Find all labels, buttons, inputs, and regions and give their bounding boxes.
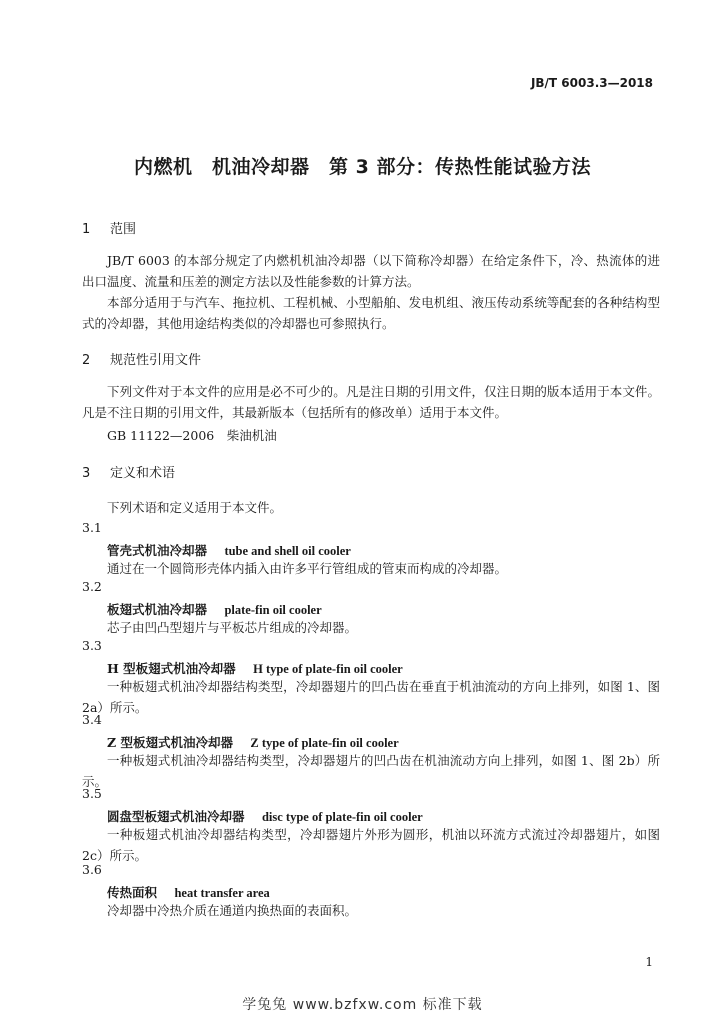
term-title (107, 541, 351, 559)
term-title (107, 807, 423, 825)
term-en: tube and shell oil cooler (224, 544, 351, 558)
term-definition: 一种板翅式机油冷却器结构类型，冷却器翅片的凹凸齿在机油流动方向上排列，如图 1、图 2b）所示。 (82, 753, 660, 789)
clause-number: 3.3 (82, 638, 102, 653)
section-2-heading (82, 349, 201, 368)
section-1-heading (82, 218, 136, 237)
term-title (107, 883, 270, 901)
clause-number: 3.6 (82, 862, 102, 877)
term-zh: 圆盘型板翅式机油冷却器 (107, 809, 245, 824)
term-zh: 板翅式机油冷却器 (107, 602, 208, 617)
term-definition: 通过在一个圆筒形壳体内插入由许多平行管组成的管束而构成的冷却器。 (107, 561, 508, 576)
section-2-paragraph-1: 下列文件对于本文件的应用是必不可少的。凡是注日期的引用文件，仅注日期的版本适用于本文件。凡是不注日期的引用文件，其最新版本（包括所有的修改单）适用于本文件。 (82, 384, 660, 420)
clause-number: 3.5 (82, 786, 102, 801)
section-title: 定义和术语 (110, 466, 176, 481)
section-number: 2 (82, 353, 91, 368)
term-definition: 冷却器中冷热介质在通道内换热面的表面积。 (107, 903, 358, 918)
section-number: 1 (82, 222, 91, 237)
term-en: disc type of plate-fin oil cooler (261, 810, 423, 824)
term-en: H type of plate-fin oil cooler (253, 662, 403, 676)
term-definition: 芯子由凹凸型翅片与平板芯片组成的冷却器。 (107, 620, 358, 635)
site-watermark: 学兔兔 www.bzfxw.com 标准下载 (242, 997, 483, 1013)
section-number: 3 (82, 466, 91, 481)
section-title: 范围 (110, 222, 137, 237)
term-definition: 一种板翅式机油冷却器结构类型，冷却器翅片的凹凸齿在垂直于机油流动的方向上排列，如图 1、图 2a）所示。 (82, 679, 660, 715)
clause-number: 3.2 (82, 579, 102, 594)
document-number: JB/T 6003.3—2018 (530, 76, 653, 90)
term-en: Z type of plate-fin oil cooler (250, 736, 399, 750)
section-1-paragraph-1: JB/T 6003 的本部分规定了内燃机机油冷却器（以下简称冷却器）在给定条件下，冷、热流体的进出口温度、流量和压差的测定方法以及性能参数的计算方法。 (82, 253, 660, 289)
clause-number: 3.1 (82, 520, 102, 535)
term-title (107, 659, 403, 677)
page-number: 1 (645, 955, 653, 969)
term-title (107, 600, 322, 618)
section-3-intro: 下列术语和定义适用于本文件。 (107, 500, 283, 515)
section-1-paragraph-2: 本部分适用于与汽车、拖拉机、工程机械、小型船舶、发电机组、液压传动系统等配套的各种结构型式的冷却器，其他用途结构类似的冷却器也可参照执行。 (82, 295, 660, 331)
term-en: plate-fin oil cooler (224, 603, 322, 617)
clause-number: 3.4 (82, 712, 102, 727)
normative-reference: GB 11122—2006 柴油机油 (107, 428, 277, 443)
term-definition: 一种板翅式机油冷却器结构类型，冷却器翅片外形为圆形，机油以环流方式流过冷却器翅片，如图 2c）所示。 (82, 827, 660, 863)
term-zh: Z 型板翅式机油冷却器 (107, 735, 233, 750)
term-title (107, 733, 399, 751)
section-3-heading (82, 462, 175, 481)
page-title: 内燃机 机油冷却器 第 3 部分：传热性能试验方法 (134, 156, 591, 178)
term-zh: 传热面积 (107, 885, 158, 900)
term-en: heat transfer area (174, 886, 270, 900)
term-zh: H 型板翅式机油冷却器 (107, 661, 236, 676)
term-zh: 管壳式机油冷却器 (107, 543, 208, 558)
section-title: 规范性引用文件 (110, 353, 202, 368)
